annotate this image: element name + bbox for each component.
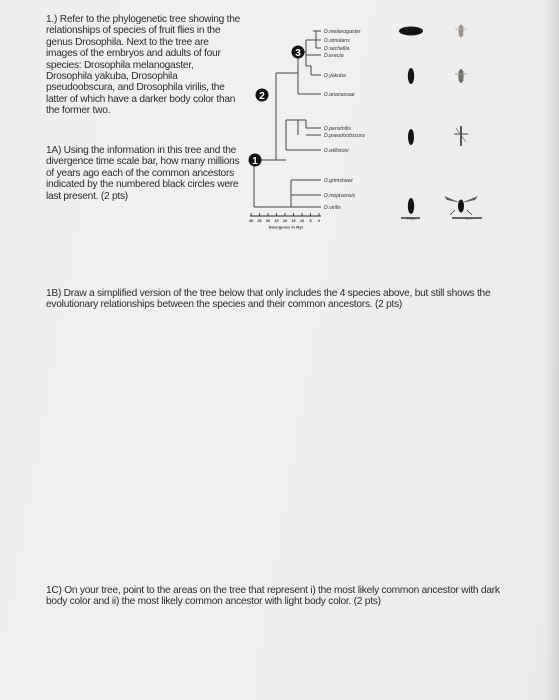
node-3 [292, 46, 305, 60]
scale-tick-5: 5 [309, 219, 312, 223]
scale-tick-25: 25 [274, 219, 279, 223]
embryo-melanogaster [399, 27, 423, 36]
species-label-persimilis: D.persimilis [324, 126, 351, 132]
scale-tick-10: 10 [299, 219, 305, 223]
embryo-virilis [408, 198, 414, 214]
question-1-intro: 1.) Refer to the phylogenetic tree showing the relationships of species of fruit flies in the genus Drosophila. Next to the tree are images of the embryos and adults of four species: Drosophila melanogaster, Drosophila yakuba, Drosophila pseudoobscura, and Drosophila virilis, the latter of which have a darker body color than the former two. [46, 14, 241, 117]
fly-virilis [444, 196, 478, 215]
species-label-mojavensis: D.mojavensis [324, 193, 356, 199]
scale-tick-0: 0 [317, 219, 321, 223]
embryo-scale-label: ~100μm [404, 216, 418, 221]
scale-tick-20: 20 [282, 219, 288, 223]
fly-pseudoobscura [454, 126, 468, 146]
species-label-simulans: D.simulans [324, 38, 350, 44]
page-shadow [545, 0, 559, 700]
node-3-label: 3 [295, 48, 301, 59]
node-2 [256, 89, 269, 103]
question-1c: 1C) On your tree, point to the areas on the tree that represent i) the most likely common ancestor with dark body color and ii) the most likely common ancestor with light body color. (2 pts) [46, 585, 500, 608]
scale-tick-30: 30 [265, 219, 271, 223]
scale-tick-40: 40 [248, 219, 254, 223]
species-label-erecta: D.erecta [324, 53, 344, 59]
species-label-pseudoobscura: D.pseudoobscura [324, 133, 365, 139]
node-1 [249, 154, 262, 168]
embryo-yakuba [408, 68, 414, 84]
question-1b: 1B) Draw a simplified version of the tree below that only includes the 4 species above, but still shows the evolutionary relationships between the species and their common ancestors. (2 pts) [46, 288, 491, 311]
species-labels [324, 29, 365, 211]
embryo-scale-bar [401, 217, 420, 221]
node-2-label: 2 [259, 91, 265, 102]
embryo-images [399, 27, 423, 215]
phylogenetic-tree-figure [246, 10, 486, 232]
species-label-yakuba: D.yakuba [324, 73, 346, 79]
scale-axis-label: Divergence in Myr [268, 224, 304, 230]
species-label-melanogaster: D.melanogaster [324, 29, 361, 35]
species-label-sechellia: D.sechellia [324, 46, 350, 52]
species-label-virilis: D.virilis [324, 205, 341, 211]
adult-fly-images [444, 25, 478, 216]
scale-tick-labels [249, 219, 320, 223]
divergence-scale-bar [249, 213, 321, 230]
adult-scale-bar [452, 217, 482, 221]
species-label-grimshawi: D.grimshawi [324, 178, 353, 184]
tree-branches [254, 31, 321, 207]
species-label-willistoni: D.willistoni [324, 148, 349, 154]
fly-yakuba [455, 69, 467, 83]
question-1a: 1A) Using the information in this tree and the divergence time scale bar, how many millions of years ago each of the common ancestors indicated by the numbered black circles were last present. (2 pts) [46, 145, 240, 202]
species-label-ananassae: D.ananassae [324, 92, 355, 98]
node-1-label: 1 [252, 156, 258, 167]
scale-tick-15: 15 [291, 219, 296, 223]
fly-melanogaster [455, 25, 467, 38]
embryo-pseudoobscura [408, 129, 414, 145]
scale-tick-35: 35 [257, 219, 262, 223]
adult-scale-label: ~1mm [463, 216, 473, 221]
